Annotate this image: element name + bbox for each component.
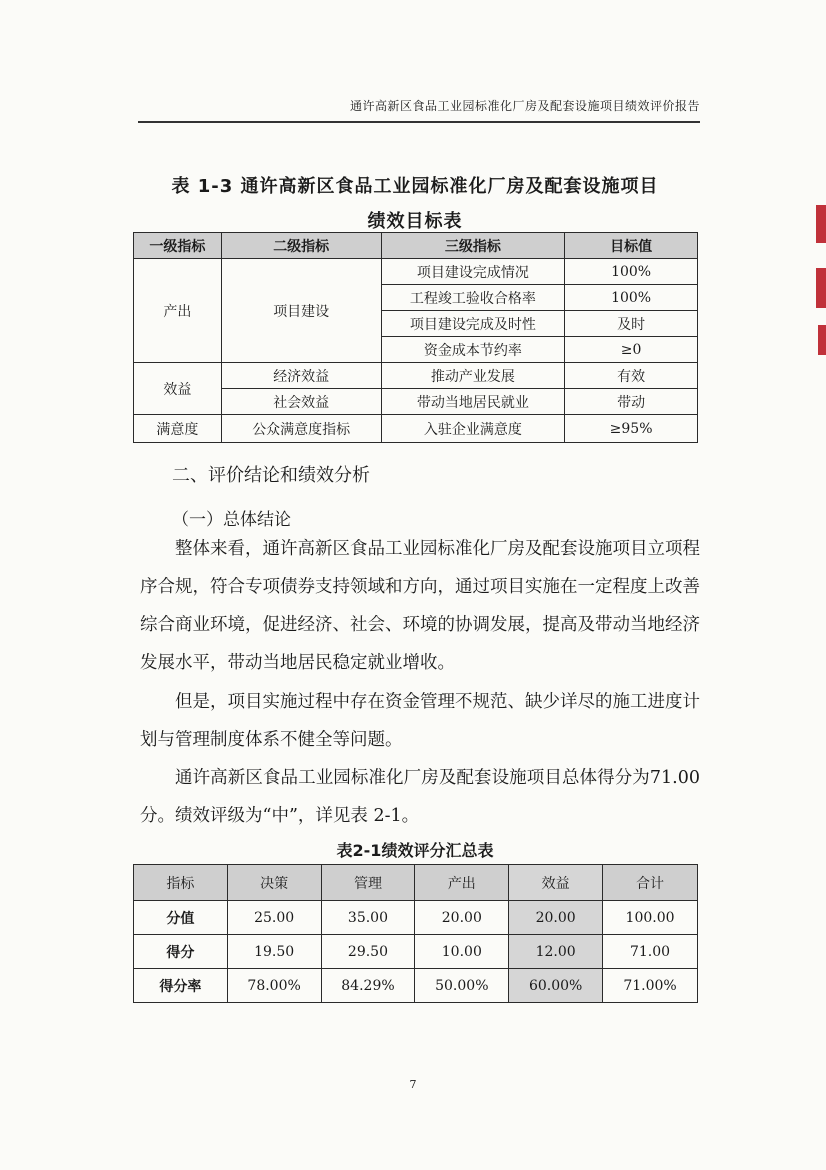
project-construction-cell: 项目建设 <box>221 259 381 363</box>
satisfaction-level1-cell: 满意度 <box>134 415 222 443</box>
target-cell: 100% <box>565 285 698 311</box>
paragraph-issues: 但是，项目实施过程中存在资金管理不规范、缺少详尽的施工进度计划与管理制度体系不健全等问题。 <box>140 692 700 750</box>
table-row <box>134 935 698 969</box>
level3-cell: 资金成本节约率 <box>381 337 565 363</box>
table-row <box>134 901 698 935</box>
value-cell: 25.00 <box>227 901 321 935</box>
paragraph-overall: 整体来看，通许高新区食品工业园标准化厂房及配套设施项目立项程序合规，符合专项债券支持领域和方向，通过项目实施在一定程度上改善综合商业环境，促进经济、社会、环境的协调发展，提高及带动当地经济发展水平，带动当地居民稳定就业增收。 <box>140 539 700 673</box>
benefit-level1-cell: 效益 <box>134 363 222 415</box>
performance-target-table <box>133 232 698 443</box>
value-cell: 100.00 <box>603 901 698 935</box>
header-divider <box>138 121 700 123</box>
output-level1-cell: 产出 <box>134 259 222 363</box>
row-label: 得分率 <box>134 969 228 1003</box>
header-level2: 二级指标 <box>221 233 381 259</box>
row-label: 分值 <box>134 901 228 935</box>
paragraph-score: 通许高新区食品工业园标准化厂房及配套设施项目总体得分为71.00分。绩效评级为“中”，详见表 2-1。 <box>140 768 700 826</box>
header-management: 管理 <box>321 865 415 901</box>
value-cell: 20.00 <box>415 901 509 935</box>
level3-cell: 工程竣工验收合格率 <box>381 285 565 311</box>
target-cell: 带动 <box>565 389 698 415</box>
value-cell: 20.00 <box>509 901 603 935</box>
value-cell: 71.00 <box>603 935 698 969</box>
table-header-row <box>134 233 698 259</box>
header-target: 目标值 <box>565 233 698 259</box>
table-header-row <box>134 865 698 901</box>
table-row <box>134 363 698 389</box>
stamp-fragment <box>816 205 826 243</box>
header-output: 产出 <box>415 865 509 901</box>
value-cell: 12.00 <box>509 935 603 969</box>
value-cell: 19.50 <box>227 935 321 969</box>
stamp-fragment <box>818 325 826 355</box>
page-number: 7 <box>409 1078 417 1091</box>
table-1-3-title-line1: 表 1-3 通许高新区食品工业园标准化厂房及配套设施项目 <box>171 176 659 197</box>
subsection-heading: （一）总体结论 <box>172 510 291 530</box>
table-row <box>134 259 698 285</box>
row-label: 得分 <box>134 935 228 969</box>
value-cell: 71.00% <box>603 969 698 1003</box>
level3-cell: 推动产业发展 <box>381 363 565 389</box>
section-heading: 二、评价结论和绩效分析 <box>172 465 370 486</box>
level3-cell: 项目建设完成情况 <box>381 259 565 285</box>
level2-cell: 社会效益 <box>221 389 381 415</box>
value-cell: 78.00% <box>227 969 321 1003</box>
table-2-1-title: 表2-1绩效评分汇总表 <box>336 841 494 860</box>
value-cell: 10.00 <box>415 935 509 969</box>
table-row <box>134 969 698 1003</box>
header-total: 合计 <box>603 865 698 901</box>
score-summary-table <box>133 864 698 1003</box>
value-cell: 60.00% <box>509 969 603 1003</box>
level3-cell: 入驻企业满意度 <box>381 415 565 443</box>
value-cell: 50.00% <box>415 969 509 1003</box>
header-decision: 决策 <box>227 865 321 901</box>
running-header: 通许高新区食品工业园标准化厂房及配套设施项目绩效评价报告 <box>349 99 700 113</box>
target-cell: 有效 <box>565 363 698 389</box>
level2-cell: 经济效益 <box>221 363 381 389</box>
header-benefit: 效益 <box>509 865 603 901</box>
level3-cell: 带动当地居民就业 <box>381 389 565 415</box>
target-cell: 100% <box>565 259 698 285</box>
header-level1: 一级指标 <box>134 233 222 259</box>
header-indicator: 指标 <box>134 865 228 901</box>
target-cell: 及时 <box>565 311 698 337</box>
level3-cell: 项目建设完成及时性 <box>381 311 565 337</box>
value-cell: 29.50 <box>321 935 415 969</box>
value-cell: 35.00 <box>321 901 415 935</box>
table-row <box>134 415 698 443</box>
header-level3: 三级指标 <box>381 233 565 259</box>
target-cell: ≥0 <box>565 337 698 363</box>
level2-cell: 公众满意度指标 <box>221 415 381 443</box>
target-cell: ≥95% <box>565 415 698 443</box>
value-cell: 84.29% <box>321 969 415 1003</box>
table-1-3-title-line2: 绩效目标表 <box>367 211 463 232</box>
stamp-fragment <box>816 268 826 308</box>
